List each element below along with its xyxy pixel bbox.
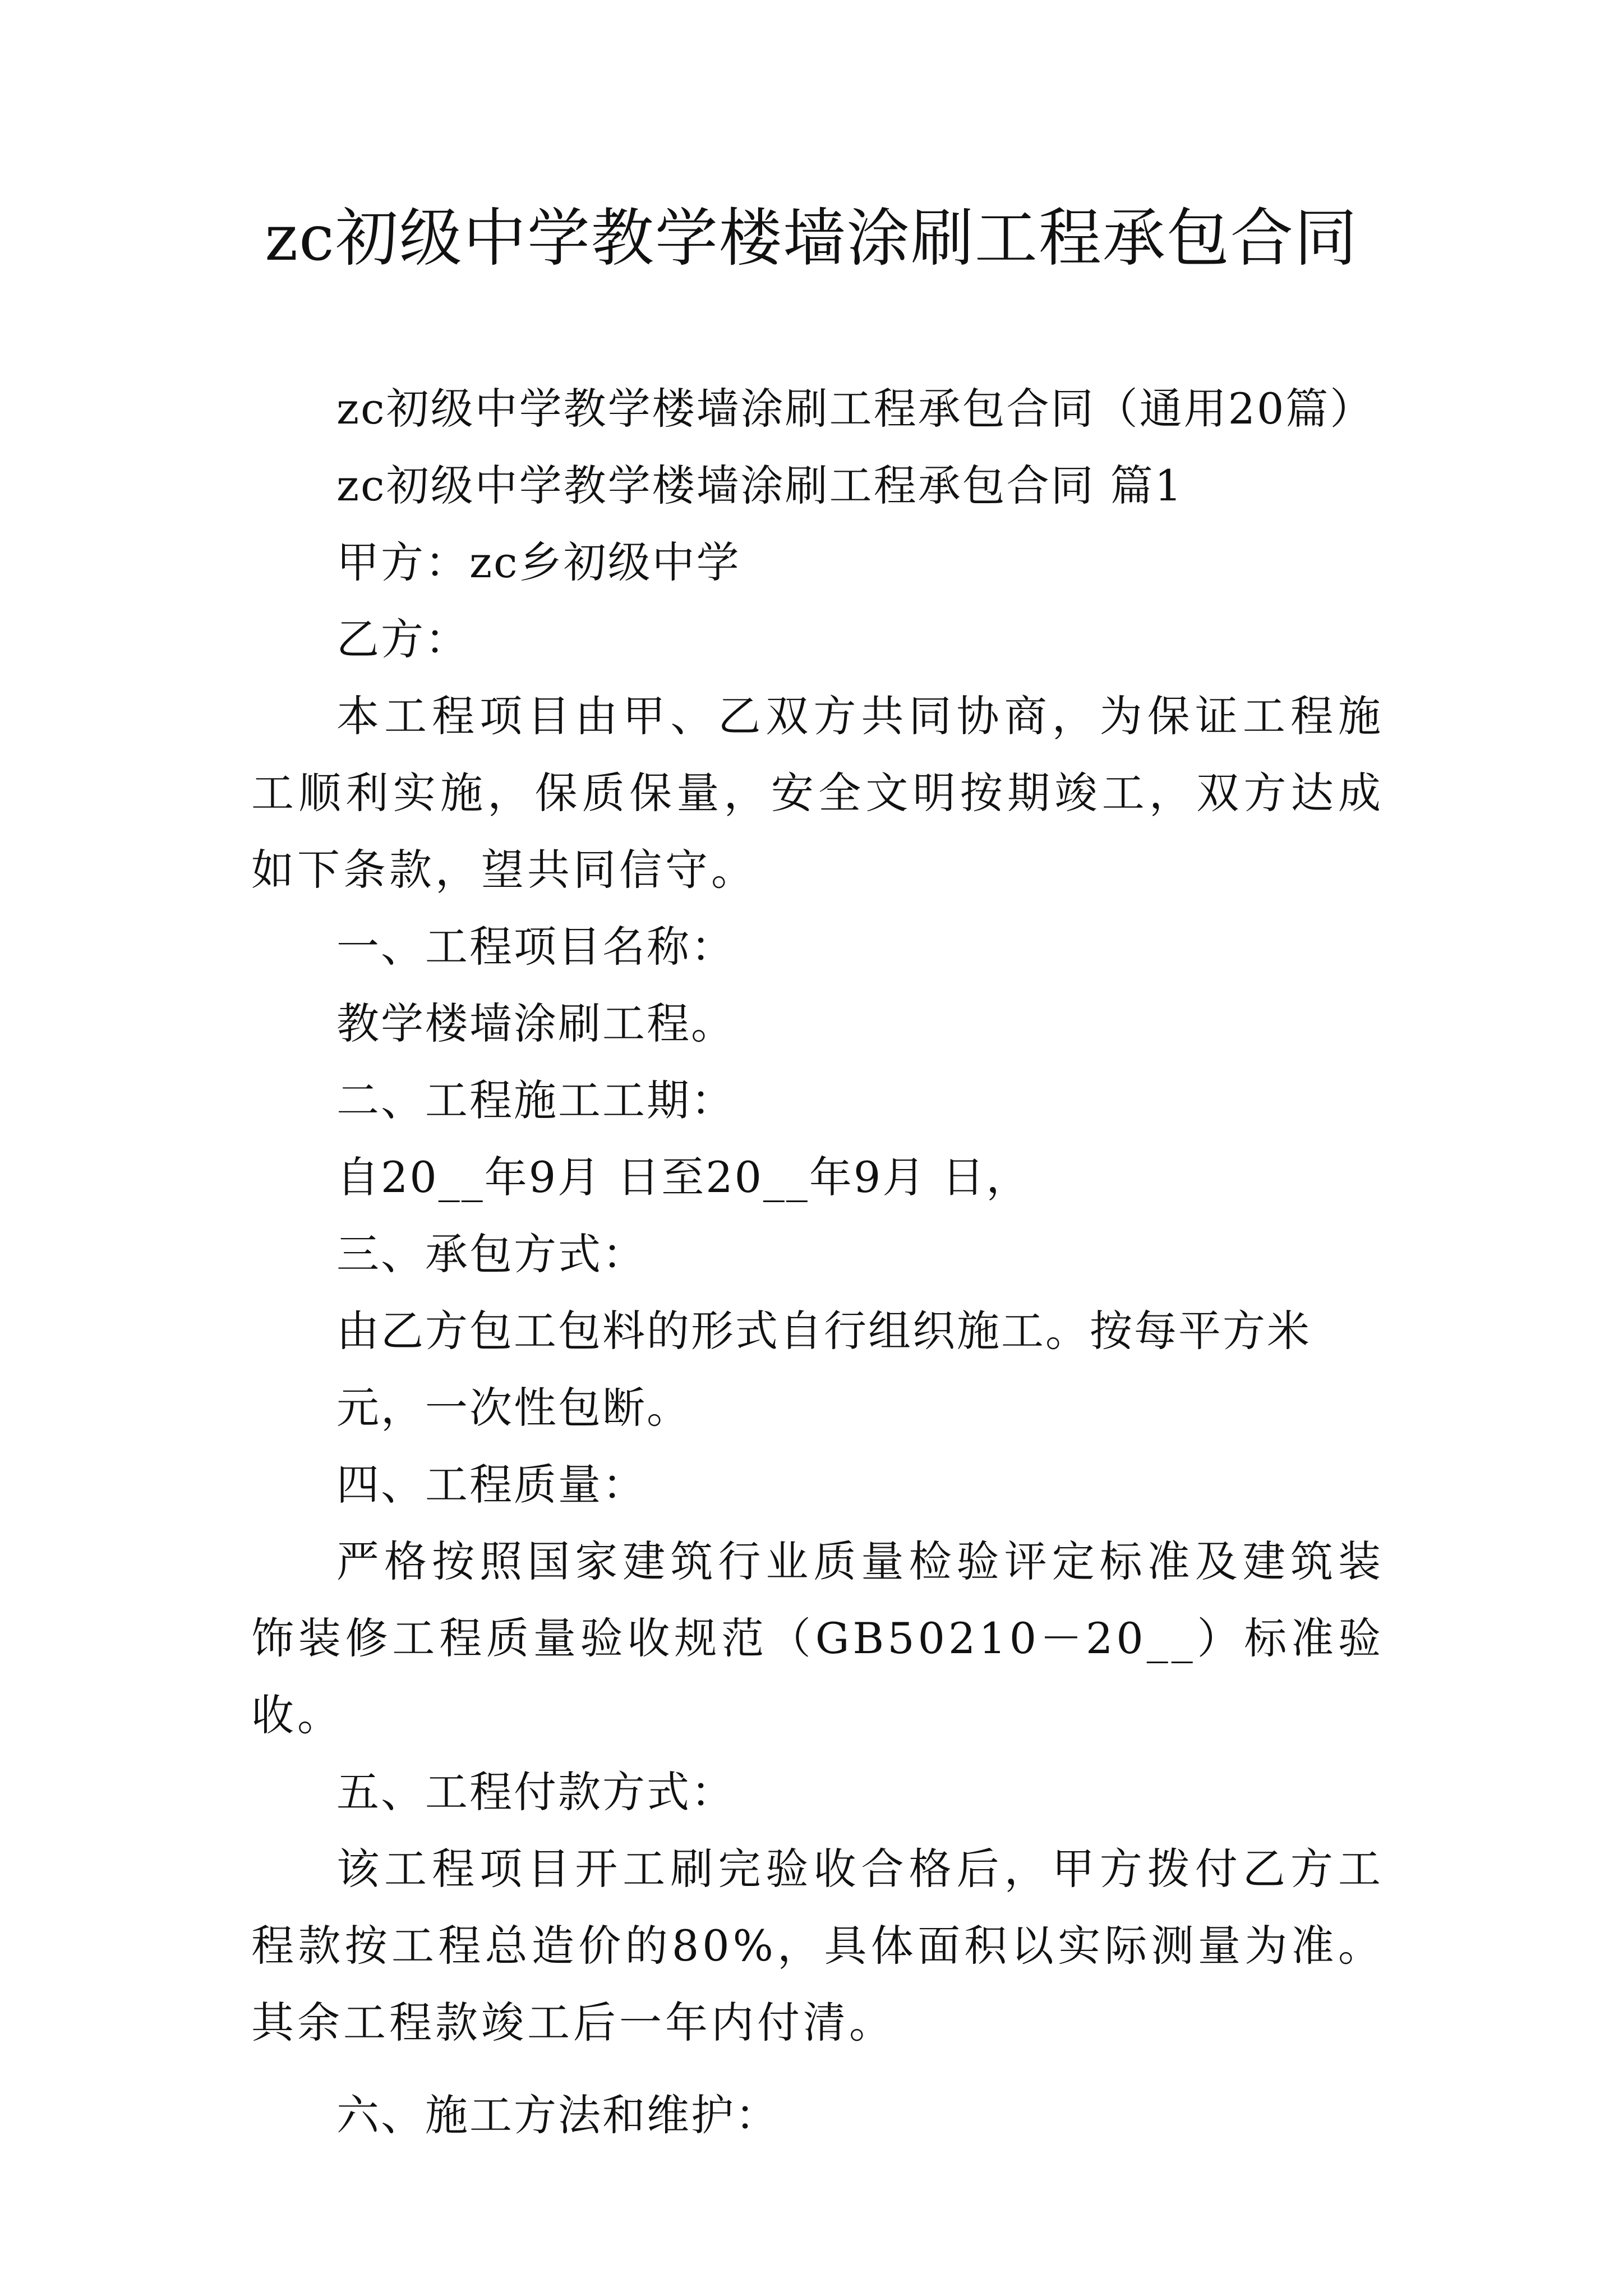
document-body <box>251 370 1384 2154</box>
clause-4-heading: 四、工程质量： <box>336 1460 647 1510</box>
intro-paragraph: 本工程项目由甲、乙双方共同协商，为保证工程施工顺利实施，保质保量，安全文明按期竣工，双方达成如下条款，望共同信守。 <box>251 691 1384 895</box>
clause-2-heading: 二、工程施工工期： <box>336 1075 735 1125</box>
clause-3-heading: 三、承包方式： <box>336 1229 647 1279</box>
party-a-line: 甲方：zc乡初级中学 <box>336 537 741 587</box>
clause-6-heading: 六、施工方法和维护： <box>336 2090 780 2140</box>
clause-2-content: 自20__年9月 日至20__年9月 日， <box>336 1152 1031 1202</box>
clause-1-heading: 一、工程项目名称： <box>336 922 735 972</box>
section-heading-part-1: zc初级中学教学楼墙涂刷工程承包合同 篇1 <box>336 461 1184 510</box>
clause-4-content: 严格按照国家建筑行业质量检验评定标准及建筑装饰装修工程质量验收规范（GB50210－20__）标准验收。 <box>251 1536 1384 1740</box>
clause-1-content: 教学楼墙涂刷工程。 <box>336 999 735 1048</box>
party-b-line: 乙方： <box>336 614 469 664</box>
subtitle-line: zc初级中学教学楼墙涂刷工程承包合同（通用20篇） <box>336 384 1375 434</box>
clause-5-content: 该工程项目开工刷完验收合格后，甲方拨付乙方工程款按工程总造价的80%，具体面积以实际测量为准。其余工程款竣工后一年内付清。 <box>251 1844 1384 2047</box>
clause-5-heading: 五、工程付款方式： <box>336 1767 735 1817</box>
document-title: zc初级中学教学楼墙涂刷工程承包合同 <box>265 202 1358 275</box>
clause-3-content-line-2: 元，一次性包断。 <box>336 1383 691 1433</box>
clause-3-content-line-1: 由乙方包工包料的形式自行组织施工。按每平方米 <box>336 1306 1311 1356</box>
